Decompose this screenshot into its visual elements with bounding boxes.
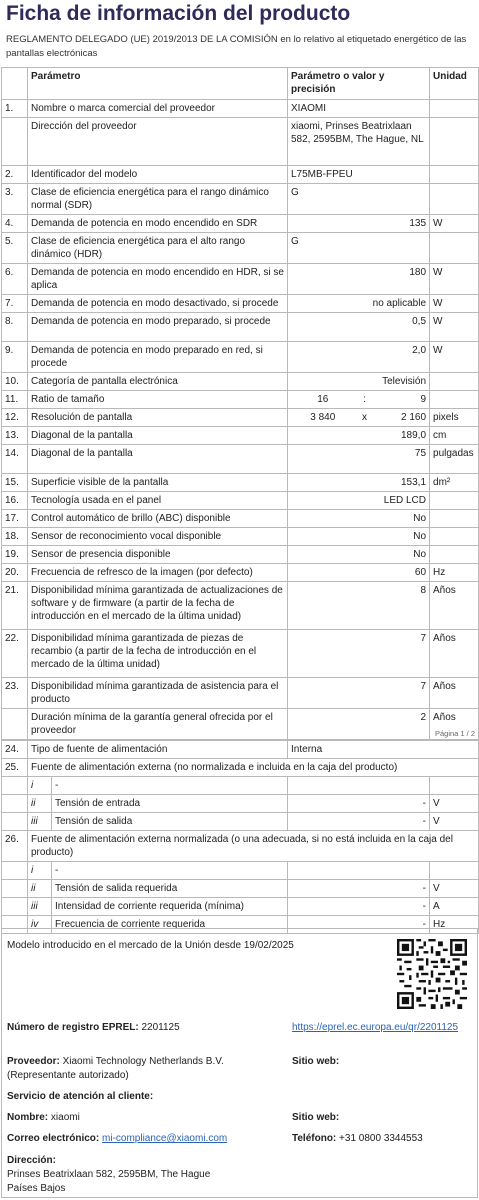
row-unit: Hz xyxy=(430,564,479,582)
row-parameter: Sensor de reconocimiento vocal disponible xyxy=(28,528,288,546)
row-unit xyxy=(430,391,479,409)
row-number xyxy=(2,118,28,166)
row-parameter: Demanda de potencia en modo preparado, si procede xyxy=(28,313,288,342)
sub-unit: V xyxy=(430,880,479,898)
row-value: G xyxy=(288,233,430,264)
table-row xyxy=(2,184,479,215)
table-row xyxy=(2,313,479,342)
sub-label: Tensión de entrada xyxy=(52,795,288,813)
row-value: 0,5 xyxy=(288,313,430,342)
row-unit: W xyxy=(430,215,479,233)
row-parameter: Demanda de potencia en modo desactivado, si procede xyxy=(28,295,288,313)
address-label: Dirección: xyxy=(7,1155,56,1166)
sub-value: - xyxy=(288,880,430,898)
row-value: G xyxy=(288,184,430,215)
row-parameter: Nombre o marca comercial del proveedor xyxy=(28,100,288,118)
phone-label: Teléfono: xyxy=(292,1133,337,1144)
website-label: Sitio web: xyxy=(292,1112,340,1123)
row-unit: Años xyxy=(430,630,479,678)
value-part-b: 2 160 xyxy=(372,409,430,427)
eprel-url-link[interactable]: https://eprel.ec.europa.eu/qr/2201125 xyxy=(292,1022,459,1033)
sub-label: Frecuencia de corriente requerida xyxy=(52,916,288,934)
header-parameter: Parámetro xyxy=(28,68,288,100)
row-number: 12. xyxy=(2,409,28,427)
sub-unit: A xyxy=(430,898,479,916)
table-row xyxy=(2,492,479,510)
table-header-row xyxy=(2,68,479,100)
row-value: 7 xyxy=(288,678,430,709)
value-separator: x xyxy=(358,409,372,427)
row-number: 14. xyxy=(2,445,28,474)
table-row xyxy=(2,100,479,118)
row-value: No xyxy=(288,528,430,546)
table-row xyxy=(2,264,479,295)
row-parameter: Demanda de potencia en modo preparado en red, si procede xyxy=(28,342,288,373)
address-line-1: Prinses Beatrixlaan 582, 2595BM, The Hague xyxy=(7,1169,211,1180)
service-email xyxy=(7,1132,227,1146)
supplier-website xyxy=(292,1055,339,1069)
table-row xyxy=(2,215,479,233)
row-unit: W xyxy=(430,342,479,373)
row-unit: W xyxy=(430,313,479,342)
row-parameter: Superficie visible de la pantalla xyxy=(28,474,288,492)
supplier-label: Proveedor: xyxy=(7,1056,60,1067)
row-number: 6. xyxy=(2,264,28,295)
value-part-b: 9 xyxy=(372,391,430,409)
row-unit xyxy=(430,233,479,264)
table-row xyxy=(2,528,479,546)
table-row xyxy=(2,391,479,409)
spacer-cell xyxy=(2,880,28,898)
name-label: Nombre: xyxy=(7,1112,49,1123)
table-row xyxy=(2,373,479,391)
sub-roman: ii xyxy=(28,880,52,898)
sub-unit: Hz xyxy=(430,916,479,934)
row-value: xiaomi, Prinses Beatrixlaan 582, 2595BM, The Hague, NL xyxy=(288,118,430,166)
service-phone xyxy=(292,1132,423,1146)
row-number: 1. xyxy=(2,100,28,118)
email-link[interactable]: mi-compliance@xiaomi.com xyxy=(102,1133,228,1144)
row-parameter: Frecuencia de refresco de la imagen (por defecto) xyxy=(28,564,288,582)
sub-roman: iv xyxy=(28,916,52,934)
row-number: 26. xyxy=(2,831,28,862)
table-row xyxy=(2,427,479,445)
row-value: LED LCD xyxy=(288,492,430,510)
table-row xyxy=(2,831,479,862)
row-unit: pulgadas xyxy=(430,445,479,474)
row-value: Interna xyxy=(288,741,479,759)
row-parameter: Ratio de tamaño xyxy=(28,391,288,409)
row-parameter: Diagonal de la pantalla xyxy=(28,427,288,445)
row-unit: pixels xyxy=(430,409,479,427)
row-parameter: Identificador del modelo xyxy=(28,166,288,184)
sub-unit xyxy=(430,777,479,795)
row-value: XIAOMI xyxy=(288,100,430,118)
row-unit: dm² xyxy=(430,474,479,492)
sub-row xyxy=(2,880,479,898)
sub-value: - xyxy=(288,916,430,934)
sub-row xyxy=(2,777,479,795)
table-row xyxy=(2,409,479,427)
row-unit xyxy=(430,100,479,118)
sub-label: - xyxy=(52,777,288,795)
table-row xyxy=(2,741,479,759)
row-value: Televisión xyxy=(288,373,430,391)
row-parameter: Control automático de brillo (ABC) disponible xyxy=(28,510,288,528)
sub-row xyxy=(2,862,479,880)
table-row xyxy=(2,342,479,373)
service-website xyxy=(292,1111,339,1125)
row-number: 23. xyxy=(2,678,28,709)
row-parameter: Categoría de pantalla electrónica xyxy=(28,373,288,391)
row-value: 75 xyxy=(288,445,430,474)
row-number: 19. xyxy=(2,546,28,564)
row-unit: Años xyxy=(430,582,479,630)
row-number: 8. xyxy=(2,313,28,342)
row-value: no aplicable xyxy=(288,295,430,313)
sub-row xyxy=(2,898,479,916)
service-name xyxy=(7,1111,80,1125)
row-value: 189,0 xyxy=(288,427,430,445)
row-parameter: Disponibilidad mínima garantizada de asistencia para el producto xyxy=(28,678,288,709)
sub-roman: iii xyxy=(28,813,52,831)
spacer-cell xyxy=(2,862,28,880)
header-unit: Unidad xyxy=(430,68,479,100)
parameters-table-body xyxy=(2,100,479,740)
row-parameter: Disponibilidad mínima garantizada de actualizaciones de software y de firmware (a partir de la fecha de introducción en el mercado de la última unidad) xyxy=(28,582,288,630)
row-unit: Años xyxy=(430,709,479,740)
sub-roman: iii xyxy=(28,898,52,916)
page-number-label: Página 1 / 2 xyxy=(434,729,475,738)
table-row xyxy=(2,166,479,184)
sub-label: Tensión de salida requerida xyxy=(52,880,288,898)
row-unit xyxy=(430,184,479,215)
table-row xyxy=(2,118,479,166)
row-number: 25. xyxy=(2,759,28,777)
supplier-name: Xiaomi Technology Netherlands B.V. (Representante autorizado) xyxy=(7,1056,224,1081)
row-number: 15. xyxy=(2,474,28,492)
eprel-number: 2201125 xyxy=(141,1022,180,1033)
table-row xyxy=(2,445,479,474)
eprel-link[interactable] xyxy=(292,1021,460,1035)
customer-service-heading: Servicio de atención al cliente: xyxy=(7,1091,154,1102)
row-number: 13. xyxy=(2,427,28,445)
phone-value: +31 0800 3344553 xyxy=(339,1133,423,1144)
row-parameter: Diagonal de la pantalla xyxy=(28,445,288,474)
row-unit: W xyxy=(430,264,479,295)
sub-value xyxy=(288,862,430,880)
row-unit xyxy=(430,492,479,510)
row-parameter: Sensor de presencia disponible xyxy=(28,546,288,564)
supplier-info xyxy=(7,1055,277,1083)
name-value: xiaomi xyxy=(50,1112,80,1123)
row-number xyxy=(2,709,28,740)
sub-roman: ii xyxy=(28,795,52,813)
sub-unit: V xyxy=(430,813,479,831)
row-unit: W xyxy=(430,295,479,313)
eprel-registration xyxy=(7,1021,180,1035)
row-parameter: Fuente de alimentación externa normalizada (o una adecuada, si no está incluida en la caja del producto) xyxy=(28,831,479,862)
sub-label: Intensidad de corriente requerida (mínima) xyxy=(52,898,288,916)
table-row xyxy=(2,709,479,740)
value-separator: : xyxy=(358,391,372,409)
value-part-a: 3 840 xyxy=(288,409,358,427)
sub-value: - xyxy=(288,795,430,813)
row-parameter: Fuente de alimentación externa (no normalizada e incluida en la caja del producto) xyxy=(28,759,479,777)
row-parameter: Demanda de potencia en modo encendido en HDR, si se aplica xyxy=(28,264,288,295)
parameters-table xyxy=(1,67,479,740)
table-row xyxy=(2,678,479,709)
row-number: 11. xyxy=(2,391,28,409)
row-parameter: Tecnología usada en el panel xyxy=(28,492,288,510)
row-number: 24. xyxy=(2,741,28,759)
power-supply-table xyxy=(1,740,479,934)
eprel-qr-code-icon[interactable] xyxy=(397,939,467,1009)
row-value: 2,0 xyxy=(288,342,430,373)
row-number: 7. xyxy=(2,295,28,313)
row-value: 8 xyxy=(288,582,430,630)
row-number: 10. xyxy=(2,373,28,391)
table-row xyxy=(2,546,479,564)
spacer-cell xyxy=(2,777,28,795)
row-unit xyxy=(430,510,479,528)
row-number: 3. xyxy=(2,184,28,215)
row-unit: Años xyxy=(430,678,479,709)
row-number: 21. xyxy=(2,582,28,630)
row-parameter: Duración mínima de la garantía general ofrecida por el proveedor xyxy=(28,709,288,740)
row-value: No xyxy=(288,510,430,528)
email-label: Correo electrónico: xyxy=(7,1133,100,1144)
table-row xyxy=(2,582,479,630)
row-unit xyxy=(430,528,479,546)
sub-row xyxy=(2,813,479,831)
spacer-cell xyxy=(2,898,28,916)
row-unit xyxy=(430,373,479,391)
sub-unit xyxy=(430,862,479,880)
table-row xyxy=(2,630,479,678)
row-value: 7 xyxy=(288,630,430,678)
sub-label: - xyxy=(52,862,288,880)
sub-row xyxy=(2,795,479,813)
row-number: 18. xyxy=(2,528,28,546)
row-number: 2. xyxy=(2,166,28,184)
sub-value xyxy=(288,777,430,795)
table-row xyxy=(2,510,479,528)
address-line-2: Países Bajos xyxy=(7,1183,66,1194)
row-parameter: Tipo de fuente de alimentación xyxy=(28,741,288,759)
row-value: 135 xyxy=(288,215,430,233)
sub-label: Tensión de salida xyxy=(52,813,288,831)
row-parameter: Demanda de potencia en modo encendido en SDR xyxy=(28,215,288,233)
row-number: 9. xyxy=(2,342,28,373)
sub-value: - xyxy=(288,813,430,831)
website-label: Sitio web: xyxy=(292,1056,340,1067)
table-row xyxy=(2,564,479,582)
row-number: 20. xyxy=(2,564,28,582)
row-parameter: Clase de eficiencia energética para el alto rango dinámico (HDR) xyxy=(28,233,288,264)
table-row xyxy=(2,759,479,777)
sub-roman: i xyxy=(28,862,52,880)
row-unit xyxy=(430,166,479,184)
row-parameter: Resolución de pantalla xyxy=(28,409,288,427)
regulation-subtitle: REGLAMENTO DELEGADO (UE) 2019/2013 DE LA COMISIÓN en lo relativo al etiquetado energético de las pantallas electrónicas xyxy=(6,34,467,59)
eprel-label: Número de registro EPREL: xyxy=(7,1022,139,1033)
service-address xyxy=(7,1154,210,1196)
row-number: 16. xyxy=(2,492,28,510)
row-parameter: Clase de eficiencia energética para el rango dinámico normal (SDR) xyxy=(28,184,288,215)
value-part-a: 16 xyxy=(288,391,358,409)
customer-service-title xyxy=(7,1090,153,1104)
row-value: L75MB-FPEU xyxy=(288,166,430,184)
row-value: 60 xyxy=(288,564,430,582)
row-number: 17. xyxy=(2,510,28,528)
row-value: 180 xyxy=(288,264,430,295)
row-parameter: Dirección del proveedor xyxy=(28,118,288,166)
table-row xyxy=(2,233,479,264)
row-number: 4. xyxy=(2,215,28,233)
row-parameter: Disponibilidad mínima garantizada de piezas de recambio (a partir de la fecha de introducción en el mercado de la última unidad) xyxy=(28,630,288,678)
row-unit xyxy=(430,118,479,166)
sub-value: - xyxy=(288,898,430,916)
sub-unit: V xyxy=(430,795,479,813)
sub-roman: i xyxy=(28,777,52,795)
spacer-cell xyxy=(2,795,28,813)
row-unit xyxy=(430,546,479,564)
supplier-footer xyxy=(1,928,478,1198)
table-row xyxy=(2,295,479,313)
market-date: Modelo introducido en el mercado de la Unión desde 19/02/2025 xyxy=(7,940,294,951)
row-number: 22. xyxy=(2,630,28,678)
header-value: Parámetro o valor y precisión xyxy=(288,68,430,100)
page-title: Ficha de información del producto xyxy=(6,2,351,25)
header-number xyxy=(2,68,28,100)
spacer-cell xyxy=(2,813,28,831)
table-row xyxy=(2,474,479,492)
row-value: No xyxy=(288,546,430,564)
row-number: 5. xyxy=(2,233,28,264)
row-value: 153,1 xyxy=(288,474,430,492)
row-value: 2 xyxy=(288,709,430,740)
row-unit: cm xyxy=(430,427,479,445)
